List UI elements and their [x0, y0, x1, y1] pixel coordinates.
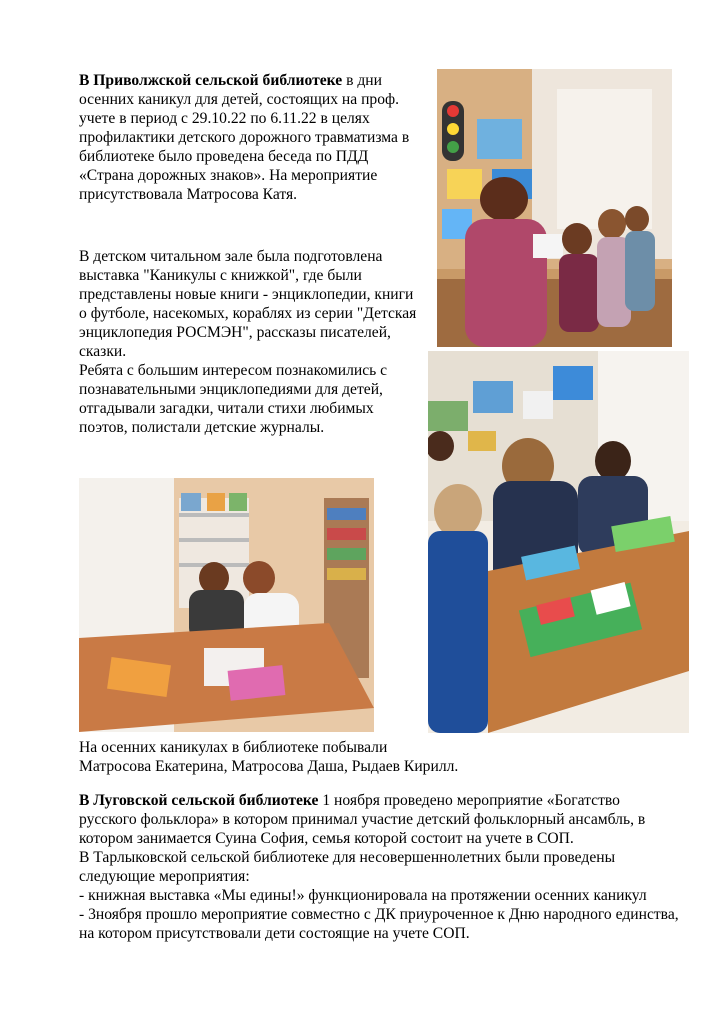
privolzhskaya-text: в дни осенних каникул для детей, состоящих на проф. учете в период с 29.10.22 по 6.11.22 в целях профилактики детского дорожного травматизма в библиотеке было проведена беседа по ПДД «Страна дорожных знаков». На мероприятие присутствовала Матросова Катя. — [79, 72, 410, 203]
paragraph-exhibition — [79, 247, 424, 437]
caption-line-2: Матросова Екатерина, Матросова Даша, Рыдаев Кирилл. — [79, 758, 459, 775]
paragraph-lugovskaya — [79, 791, 679, 943]
photo-traffic-talk — [437, 69, 672, 347]
library-name-privolzhskaya: В Приволжской сельской библиотеке — [79, 72, 343, 89]
exhibition-text: В детском читальном зале была подготовлена выставка "Каникулы с книжкой", где были представлены новые книги - энциклопедии, книги о футболе, насекомых, кораблях из серии "Детская энциклопедия РОСМЭН", рассказы писателей, сказки. — [79, 248, 417, 360]
tarlykovskaya-intro: В Тарлыковской сельской библиотеке для несовершеннолетних были проведены следующие мероприятия: — [79, 849, 616, 885]
event-item-2: - 3ноября прошло мероприятие совместно с ДК приуроченное к Дню народного единства, на котором присутствовали дети состоящие на учете СОП. — [79, 906, 679, 942]
photo-reading-table-left — [79, 478, 374, 732]
library-name-lugovskaya: В Луговской сельской библиотеке — [79, 792, 319, 809]
paragraph-privolzhskaya — [79, 71, 421, 204]
caption-line-1: На осенних каникулах в библиотеке побывали — [79, 739, 388, 756]
encyclopedias-text: Ребята с большим интересом познакомились с познавательными энциклопедиями для детей, отгадывали загадки, читали стихи любимых поэтов, полистали детские журналы. — [79, 362, 388, 436]
photo-caption — [79, 738, 509, 776]
lugovskaya-text: 1 ноября проведено мероприятие «Богатство русского фольклора» в котором принимал участие детский фольклорный ансамбль, в котором занимается Суина София, семья которой состоит на учете в СОП. — [79, 792, 646, 847]
event-item-1: - книжная выставка «Мы едины!» функционировала на протяжении осенних каникул — [79, 887, 647, 904]
photo-reading-table-right — [428, 351, 689, 733]
